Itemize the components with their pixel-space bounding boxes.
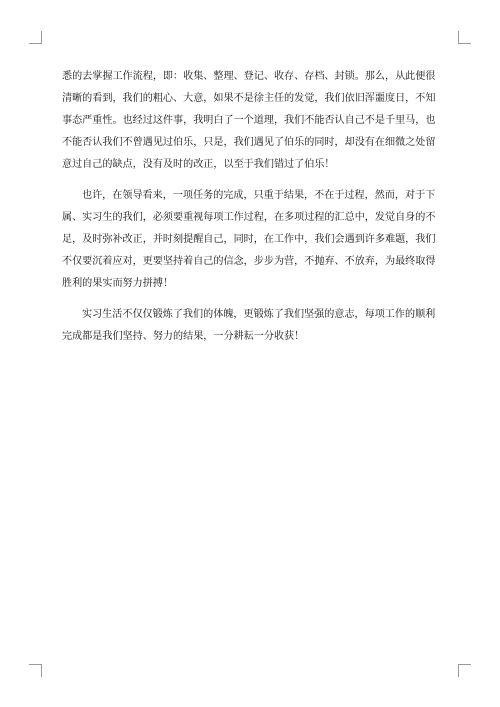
paragraph-1 xyxy=(62,66,442,176)
text-line: 实习生活不仅仅锻炼了我们的体魄，更锻炼了我们坚强的意志，每项工作的顺利 xyxy=(82,309,436,320)
text-line: 完成都是我们坚持、努力的结果，一分耕耘一分收获！ xyxy=(62,331,305,342)
crop-mark-bottom-right xyxy=(458,664,471,677)
document-body xyxy=(62,66,442,348)
text-line: 不仅要沉着应对，更要坚持着自己的信念，步步为营，不抛弃、不放弃，为最终取得 xyxy=(62,256,436,267)
text-line: 不能否认我们不曾遇见过伯乐，只是，我们遇见了伯乐的同时，却没有在细微之处留 xyxy=(62,137,436,148)
text-line: 意过自己的缺点，没有及时的改正，以至于我们错过了伯乐！ xyxy=(62,159,335,170)
paragraph-gap xyxy=(62,176,442,185)
text-line: 悉的去掌握工作流程，即：收集、整理、登记、收存、存档、封锁。那么，从此便很 xyxy=(62,71,436,82)
crop-mark-top-right xyxy=(458,31,471,44)
paragraph-gap xyxy=(62,295,442,304)
text-line: 足，及时弥补改正，并时刻提醒自己，同时，在工作中，我们会遇到许多难题，我们 xyxy=(62,234,436,245)
text-line: 也许，在领导看来，一项任务的完成，只重于结果，不在于过程，然而，对于下 xyxy=(82,190,436,201)
text-line: 胜利的果实而努力拼搏！ xyxy=(62,278,174,289)
text-line: 事态严重性。也经过这件事，我明白了一个道理，我们不能否认自己不是千里马，也 xyxy=(62,115,436,126)
text-line: 清晰的看到，我们的粗心、大意，如果不是徐主任的发觉，我们依旧浑噩度日，不知 xyxy=(62,93,436,104)
paragraph-3 xyxy=(62,304,442,348)
text-line: 属、实习生的我们，必须要重视每项工作过程，在多项过程的汇总中，发觉自身的不 xyxy=(62,212,436,223)
crop-mark-top-left xyxy=(29,31,42,44)
crop-mark-bottom-left xyxy=(29,664,42,677)
paragraph-2 xyxy=(62,185,442,295)
